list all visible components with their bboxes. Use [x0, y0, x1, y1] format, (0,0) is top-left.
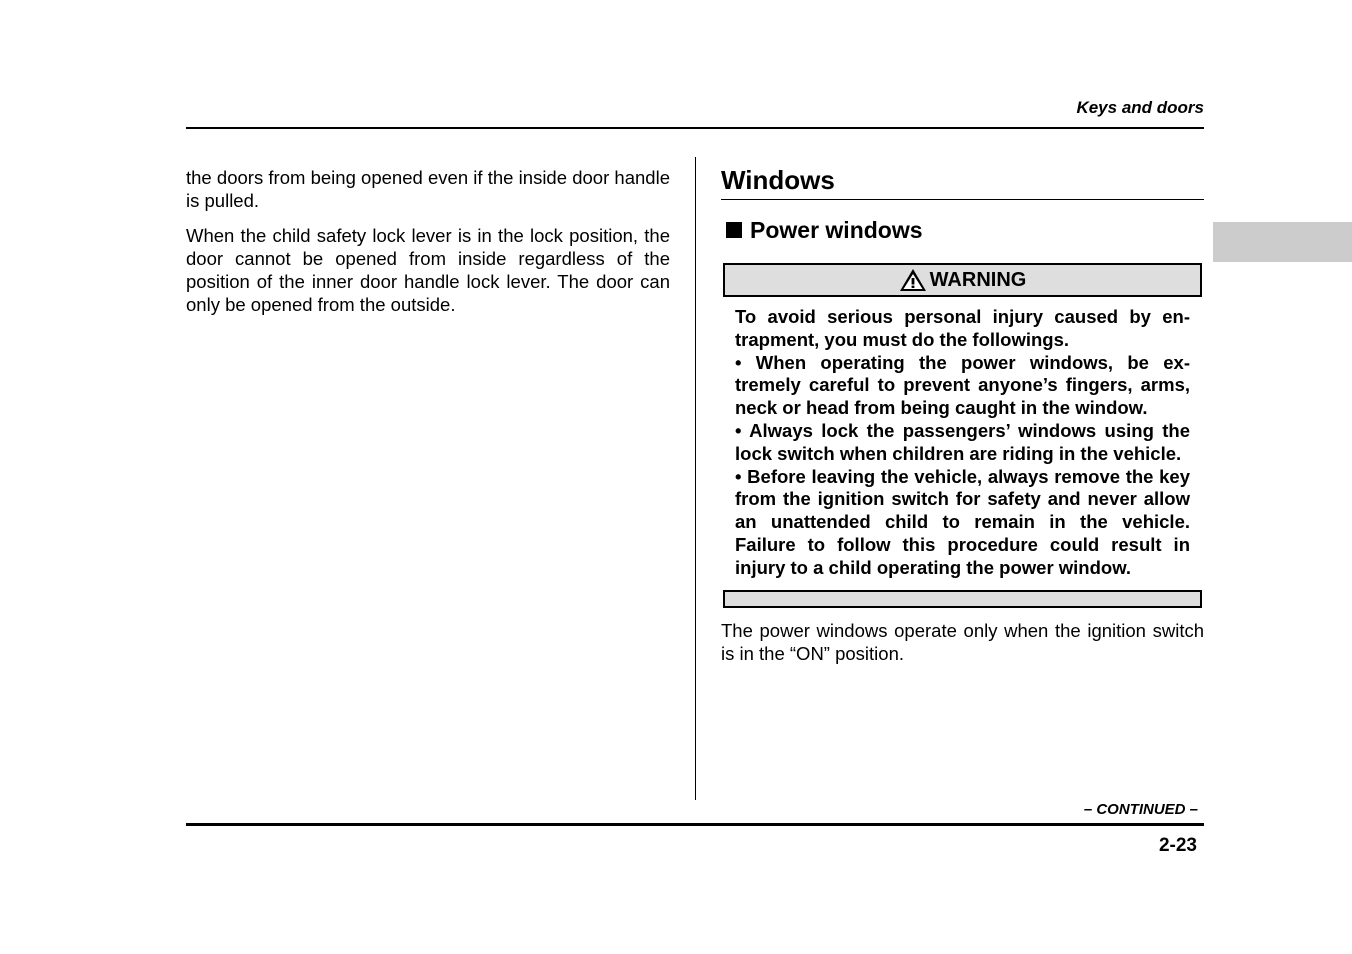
warning-item — [735, 352, 1190, 420]
paragraph: When the child safety lock lever is in the lock position, the door cannot be opened from inside regardless of the position of the inner door handle lock lever. The door can only be opened from the outside. — [186, 225, 670, 315]
warning-item-text: Before leaving the vehicle, always remove the key from the ignition switch for safety and never allow an unattended child to remain in the vehicle. Failure to follow this procedure could result in injury to a child operating the power window. — [735, 465, 1190, 578]
body-paragraph: The power windows operate only when the ignition switch is in the “ON” position. — [721, 619, 1204, 664]
section-title: Windows — [721, 164, 1204, 200]
warning-triangle-icon — [899, 268, 927, 292]
warning-footer-band — [723, 590, 1202, 608]
bullet-icon: • — [735, 465, 742, 487]
bullet-icon: • — [735, 351, 742, 373]
header-rule — [186, 127, 1204, 129]
chapter-side-tab — [1213, 222, 1352, 262]
square-bullet-icon — [726, 222, 742, 238]
warning-item — [735, 420, 1190, 466]
warning-body — [721, 297, 1204, 580]
left-column — [186, 166, 670, 328]
footer-rule — [186, 823, 1204, 826]
warning-item-text: Always lock the passengers’ windows using the lock switch when children are riding in the vehicle. — [735, 419, 1190, 464]
right-column — [721, 164, 1204, 665]
bullet-icon: • — [735, 419, 742, 441]
warning-header — [723, 263, 1202, 297]
running-header: Keys and doors — [1076, 98, 1204, 117]
warning-item-text: When operating the power windows, be ex-tremely careful to prevent anyone’s fingers, arms, neck or head from being caught in the window. — [735, 351, 1190, 419]
warning-item — [735, 466, 1190, 580]
warning-intro: To avoid serious personal injury caused by en-trapment, you must do the followings. — [735, 306, 1190, 350]
paragraph: the doors from being opened even if the inside door handle is pulled. — [186, 167, 670, 211]
subsection-heading — [721, 216, 1204, 244]
continued-marker: – CONTINUED – — [1083, 801, 1198, 818]
subsection-title: Power windows — [750, 217, 923, 243]
warning-label: WARNING — [929, 268, 1027, 291]
column-divider — [695, 157, 696, 800]
page-number: 2-23 — [1158, 835, 1197, 856]
